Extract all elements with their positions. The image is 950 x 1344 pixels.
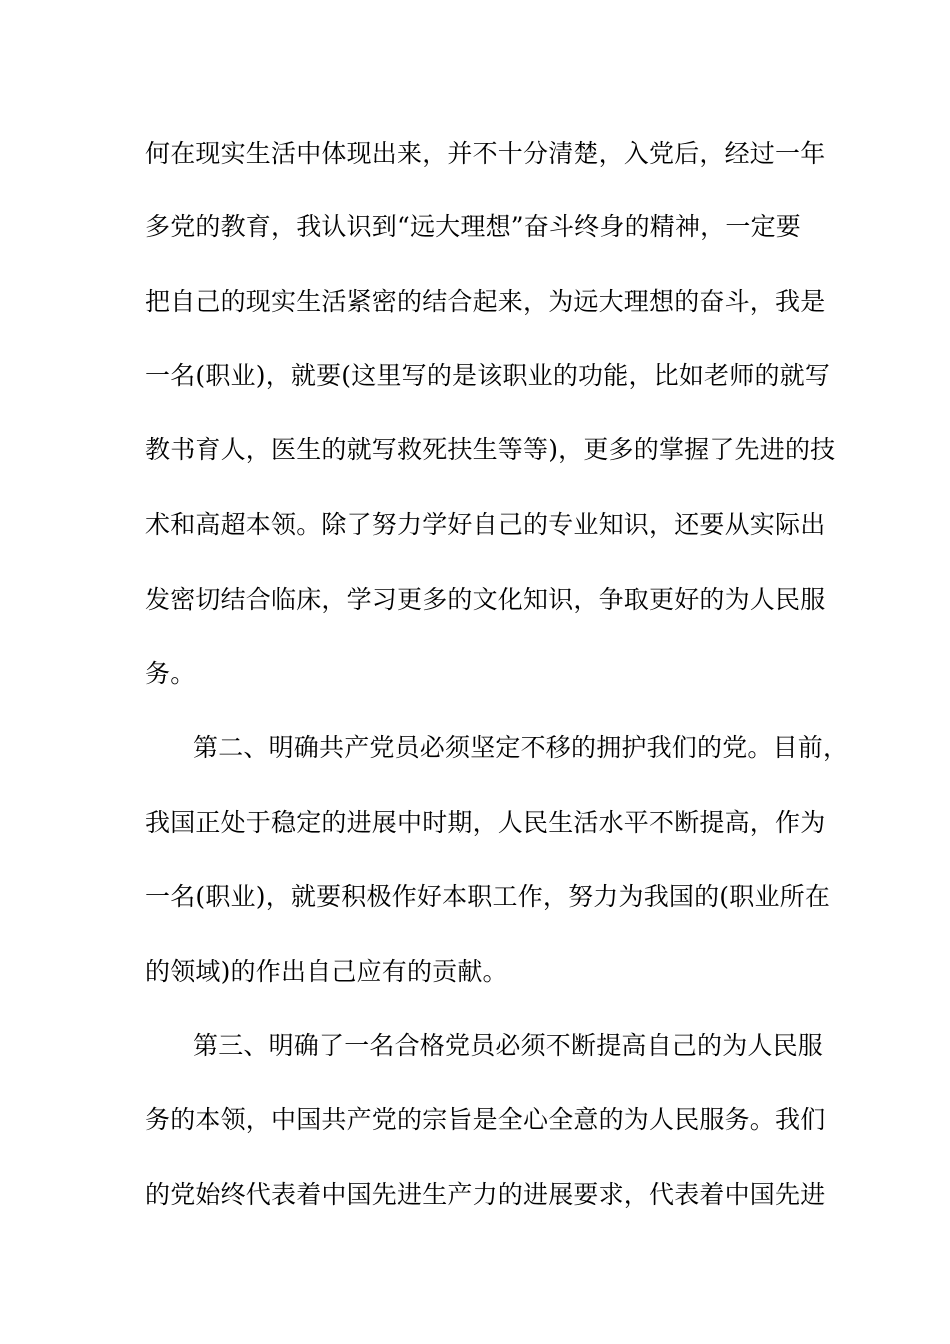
text-line: 一名(职业)，就要(这里写的是该职业的功能，比如老师的就写: [145, 361, 831, 390]
text-line: 教书育人，医生的就写救死扶生等等)，更多的掌握了先进的技: [145, 435, 836, 464]
text-line: 务。: [145, 659, 196, 688]
text-line: 发密切结合临床，学习更多的文化知识，争取更好的为人民服: [145, 585, 826, 614]
text-line: 的党始终代表着中国先进生产力的进展要求，代表着中国先进: [145, 1180, 826, 1209]
text-line: 我国正处于稳定的进展中时期，人民生活水平不断提高，作为: [145, 808, 826, 837]
paragraph-first-line: 第三、明确了一名合格党员必须不断提高自己的为人民服: [193, 1031, 824, 1060]
text-line: 何在现实生活中体现出来，并不十分清楚，入党后，经过一年: [145, 139, 826, 168]
text-line: 的领域)的作出自己应有的贡献。: [145, 957, 508, 986]
text-line: 把自己的现实生活紧密的结合起来，为远大理想的奋斗，我是: [145, 287, 826, 316]
text-line: 多党的教育，我认识到“远大理想”奋斗终身的精神，一定要: [145, 212, 801, 241]
paragraph-first-line: 第二、明确共产党员必须坚定不移的拥护我们的党。目前，: [193, 733, 849, 762]
text-line: 术和高超本领。除了努力学好自己的专业知识，还要从实际出: [145, 510, 826, 539]
text-line: 务的本领，中国共产党的宗旨是全心全意的为人民服务。我们: [145, 1105, 826, 1134]
text-line: 一名(职业)，就要积极作好本职工作，努力为我国的(职业所在: [145, 882, 831, 911]
